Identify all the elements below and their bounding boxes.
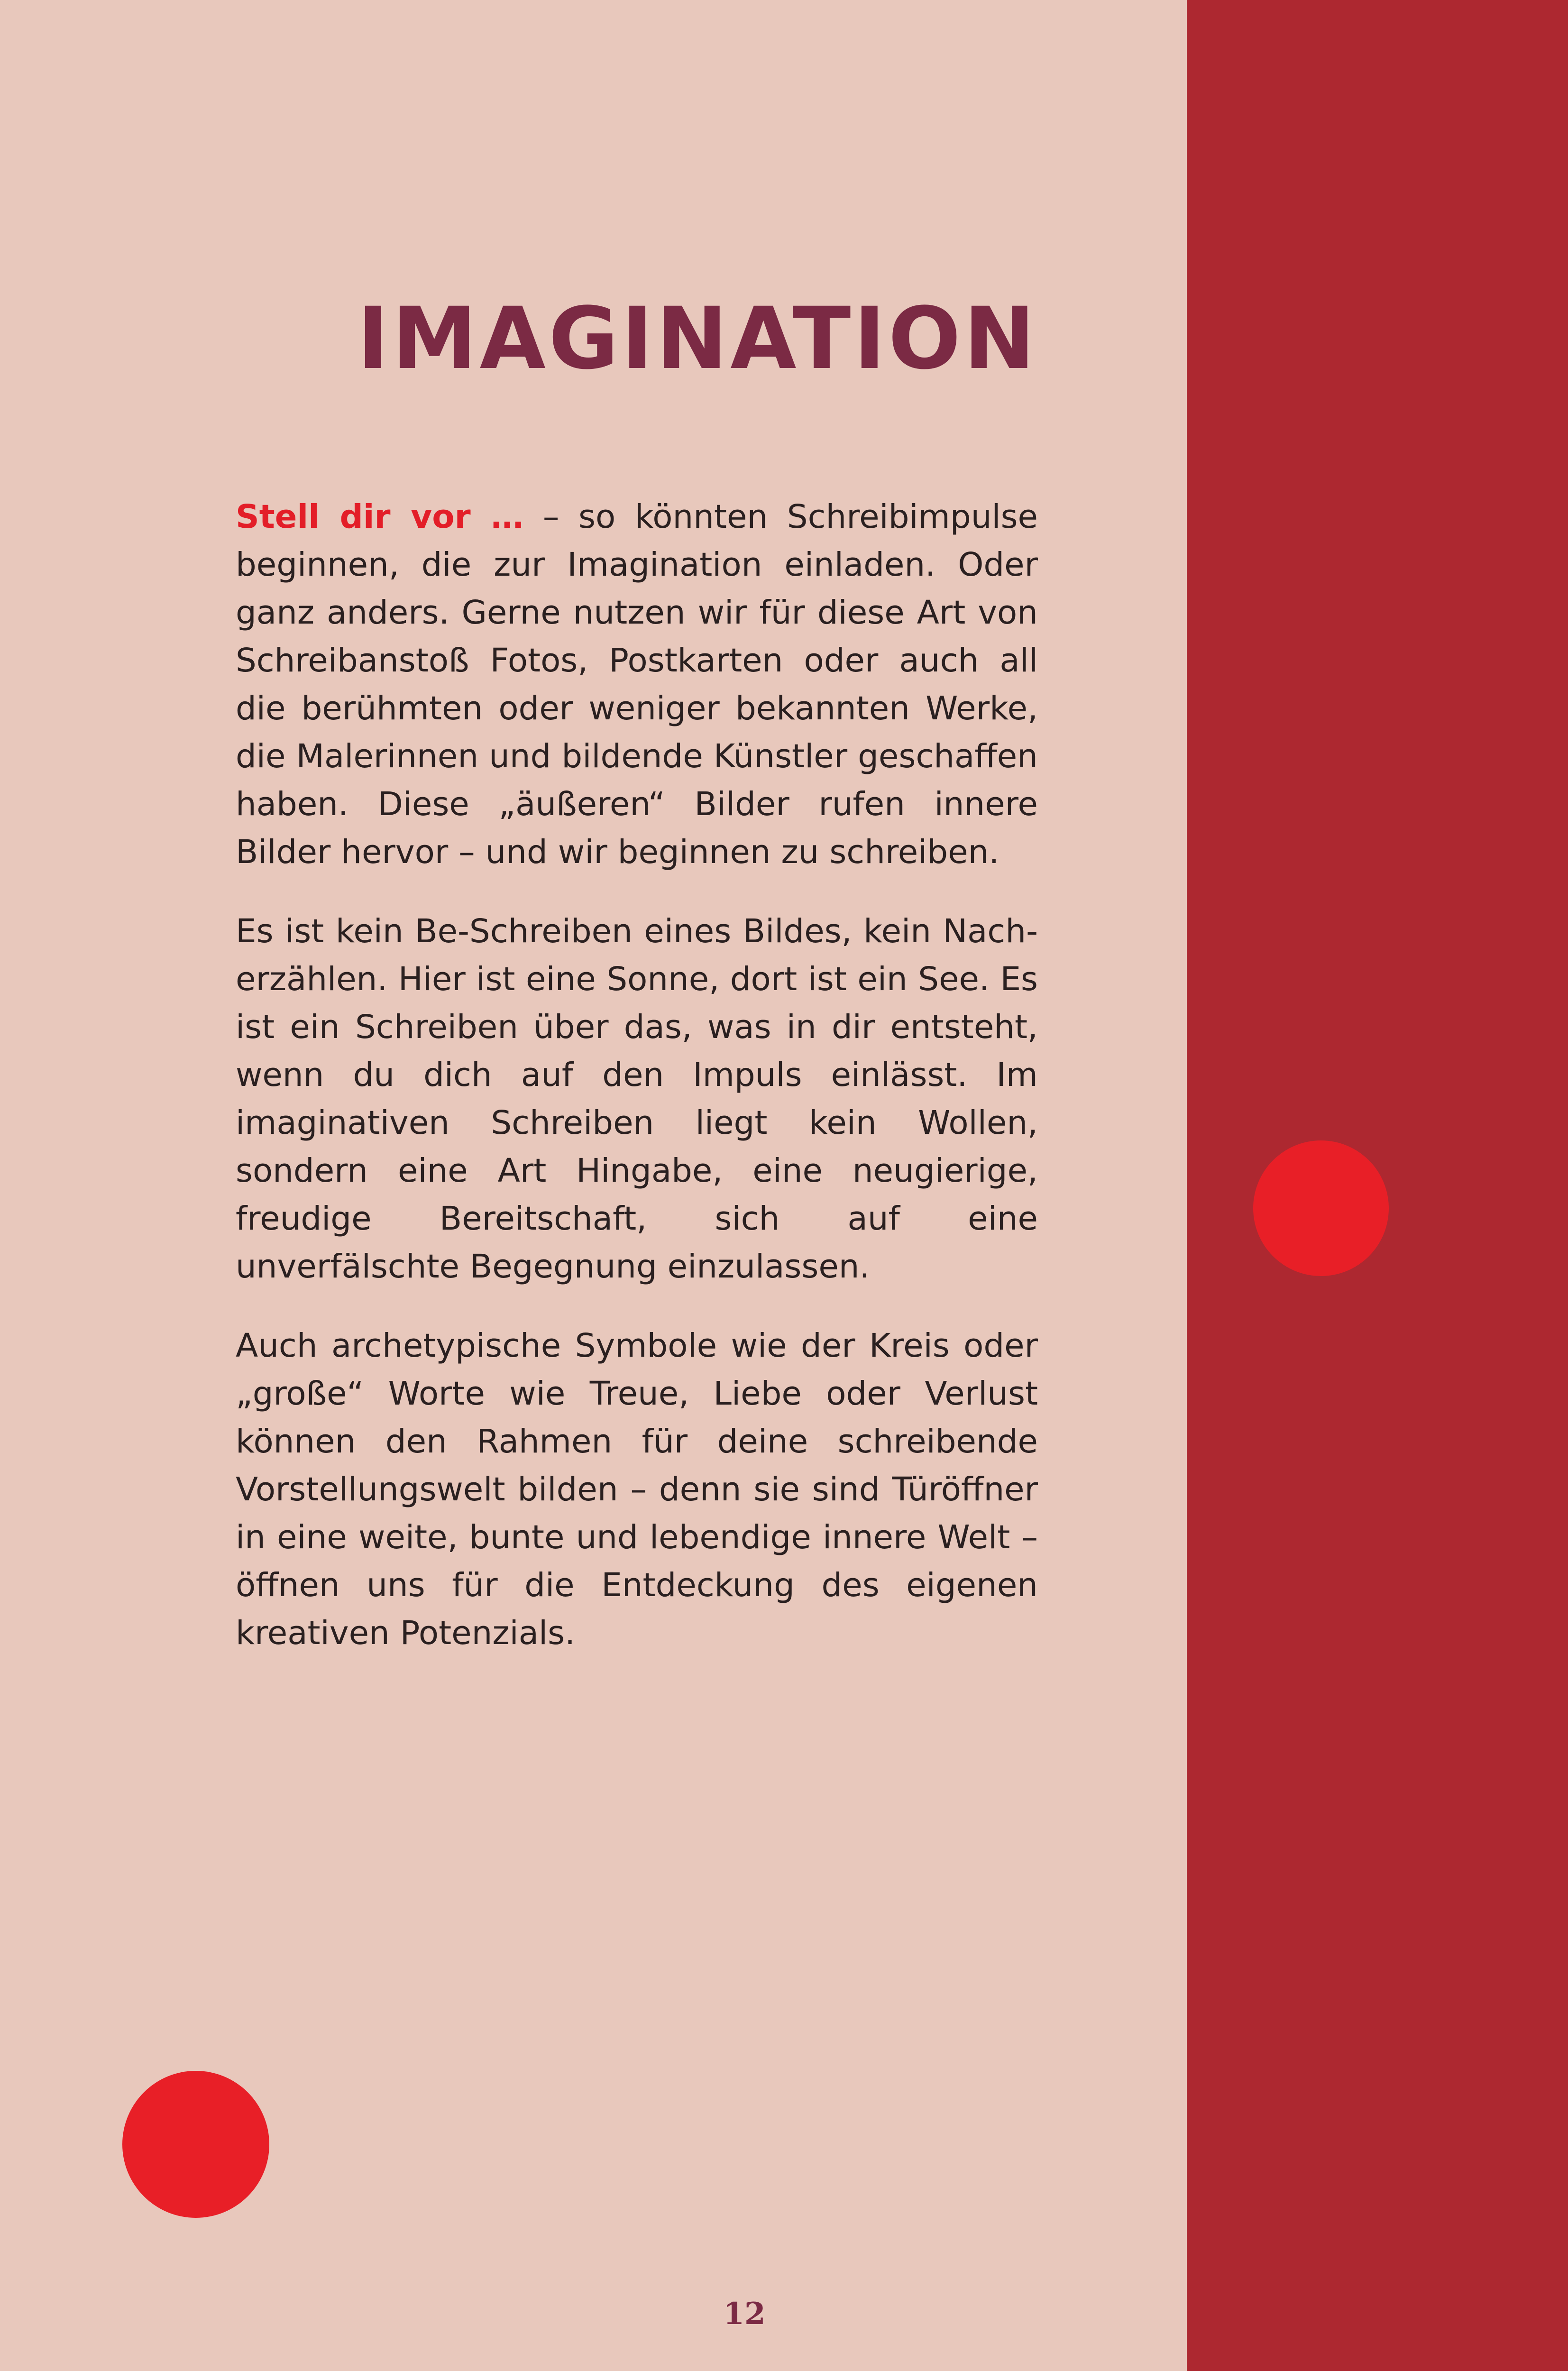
page-number: 12	[723, 2296, 766, 2332]
body-text	[236, 493, 1038, 1689]
page-title: IMAGINATION	[357, 289, 1038, 388]
paragraph-2: Es ist kein Be-Schreiben eines Bildes, kein Nacherzählen. Hier ist eine Sonne, dort ist ein See. Es ist ein Schreiben über das, was in dir entsteht, wenn du dich auf den Impuls einlässt. Im imaginativen Schreiben liegt kein Wollen, sondern eine Art Hingabe, eine neugierige, freudige Bereitschaft, sich auf eine unverfälschte Begegnung einzulassen.	[236, 912, 1038, 1286]
paragraph-1-text: – so könnten Schreibimpulse beginnen, die zur Imagination einladen. Oder ganz anders. Gerne nutzen wir für diese Art von Schreibanstoß Fotos, Postkarten oder auch all die berühmten oder weniger bekannten Werke, die Malerinnen und bildende Künstler geschaffen haben. Diese „äußeren“ Bilder rufen innere Bilder hervor – und wir beginnen zu schreiben.	[236, 498, 1038, 871]
lead-phrase: Stell dir vor …	[236, 498, 524, 536]
decorative-circle-right	[1253, 1140, 1389, 1276]
paragraph-3: Auch archetypische Symbole wie der Kreis oder „große“ Worte wie Treue, Liebe oder Verlust können den Rahmen für deine schreibende Vorstellungswelt bilden – denn sie sind Türöffner in eine weite, bunte und lebendige innere Welt – öffnen uns für die Entdeckung des eigenen kreativen Potenzials.	[236, 1327, 1038, 1652]
paragraph-1	[236, 493, 1038, 876]
decorative-circle-left	[122, 2071, 269, 2218]
